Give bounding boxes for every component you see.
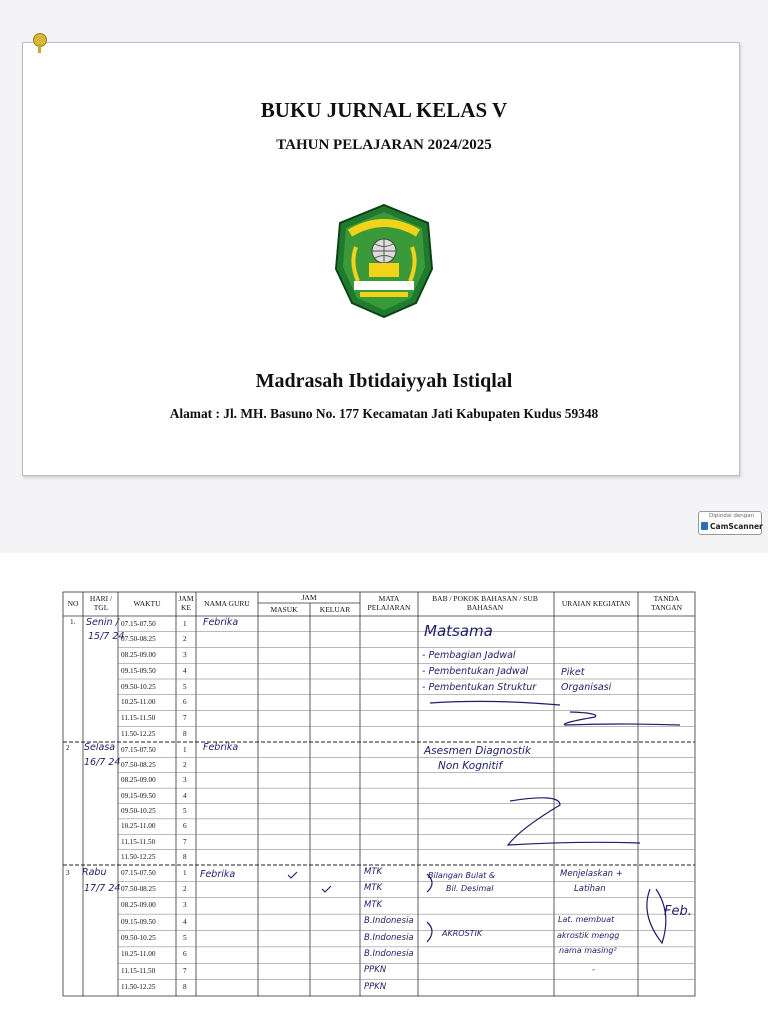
slot-waktu: 10.25-11.00 — [121, 950, 156, 959]
day3-uraian-0: Menjelaskan + — [560, 869, 623, 879]
header-bab: BAB / POKOK BAHASAN / SUB BAHASAN — [432, 594, 538, 612]
slot-waktu: 08.25-09.00 — [121, 901, 156, 910]
slot-waktu: 11.50-12.25 — [121, 853, 156, 862]
slot-waktu: 10.25-11.00 — [121, 698, 156, 707]
slot-mata-pelajaran: PPKN — [364, 981, 387, 992]
slot-jam-ke: 2 — [183, 884, 187, 893]
day1-bab-1: - Pembagian Jadwal — [422, 650, 516, 661]
day3-guru: Febrika — [200, 869, 236, 880]
slot-waktu: 11.50-12.25 — [121, 729, 156, 738]
slot-waktu: 07.50-08.25 — [121, 635, 156, 644]
slot-jam-ke: 1 — [183, 868, 187, 877]
header-keluar: KELUAR — [319, 605, 351, 614]
day3-uraian-2: Lat. membuat — [558, 915, 615, 924]
slot-waktu: 11.15-11.50 — [121, 837, 156, 846]
day3-hari: Rabu — [82, 867, 107, 878]
school-address: Alamat : Jl. MH. Basuno No. 177 Kecamatan Jati Kabupaten Kudus 59348 — [169, 406, 599, 421]
slot-waktu: 07.15-07.50 — [121, 745, 156, 754]
slot-waktu: 07.50-08.25 — [121, 760, 156, 769]
slot-jam-ke: 4 — [183, 666, 187, 675]
slot-jam-ke: 8 — [183, 729, 187, 738]
slot-jam-ke: 3 — [183, 776, 187, 785]
slot-jam-ke: 2 — [183, 760, 187, 769]
camscanner-badge — [698, 511, 762, 535]
header-nama-guru: NAMA GURU — [204, 599, 250, 608]
slot-mata-pelajaran: MTK — [364, 899, 383, 910]
slot-waktu: 09.15-09.50 — [121, 791, 156, 800]
slot-waktu: 08.25-09.00 — [121, 651, 156, 659]
day3-tgl: 17/7 24 — [84, 883, 121, 894]
day2-bab-0: Asesmen Diagnostik — [424, 745, 532, 757]
scanner-line1: Dipindai dengan — [709, 513, 755, 519]
slot-mata-pelajaran: MTK — [364, 867, 383, 877]
day3-signature: Feb. — [664, 904, 692, 919]
day1-tgl: 15/7 24 — [88, 631, 125, 642]
school-logo — [332, 203, 436, 319]
header-no: NO — [67, 599, 79, 608]
slot-waktu: 11.50-12.25 — [121, 983, 156, 992]
day1-bab-3: - Pembentukan Struktur — [422, 682, 537, 693]
journal-title: BUKU JURNAL KELAS V — [260, 98, 508, 122]
day3-uraian-3: akrostik mengg — [557, 931, 620, 940]
slot-jam-ke: 6 — [183, 822, 187, 831]
slot-jam-ke: 3 — [183, 651, 187, 659]
slot-jam-ke: 6 — [183, 698, 187, 707]
slot-waktu: 09.50-10.25 — [121, 934, 156, 942]
header-jamke: JAM KE — [178, 594, 194, 612]
slot-jam-ke: 5 — [183, 682, 187, 691]
day1-uraian-1: Organisasi — [561, 682, 612, 693]
slot-waktu: 07.50-08.25 — [121, 884, 156, 893]
school-name: Madrasah Ibtidaiyyah Istiqlal — [255, 370, 513, 392]
day1-bab-2: - Pembentukan Jadwal — [422, 666, 529, 677]
slot-waktu: 09.50-10.25 — [121, 682, 156, 691]
slot-waktu: 08.25-09.00 — [121, 776, 156, 785]
slot-jam-ke: 4 — [183, 917, 187, 926]
pin-icon — [33, 33, 47, 47]
slot-waktu: 09.15-09.50 — [121, 666, 156, 675]
day3-bab-2: AKROSTIK — [442, 929, 483, 938]
camscanner-icon — [701, 522, 708, 530]
slot-waktu: 11.15-11.50 — [121, 714, 156, 722]
slot-jam-ke: 1 — [183, 619, 187, 628]
slot-waktu: 07.15-07.50 — [121, 619, 156, 628]
header-jam: JAM — [301, 593, 317, 602]
journal-table-page — [0, 553, 768, 1024]
day3-uraian-5: - — [592, 965, 595, 974]
slot-jam-ke: 8 — [183, 983, 187, 992]
day3-no: 3 — [66, 869, 70, 877]
day1-bab-0: Matsama — [424, 622, 493, 640]
header-waktu: WAKTU — [133, 599, 161, 608]
slot-waktu: 09.50-10.25 — [121, 807, 156, 815]
slot-jam-ke: 2 — [183, 635, 187, 644]
day2-tgl: 16/7 24 — [84, 757, 121, 768]
slot-waktu: 09.15-09.50 — [121, 917, 156, 926]
day2-hari: Selasa — [84, 742, 116, 753]
scanner-line2: CamScanner — [710, 522, 763, 531]
day2-guru: Febrika — [203, 742, 239, 753]
slot-jam-ke: 5 — [183, 934, 187, 942]
day3-bab-1: Bil. Desimal — [446, 884, 494, 893]
slot-jam-ke: 7 — [183, 966, 187, 975]
day1-uraian-0: Piket — [561, 667, 585, 678]
slot-mata-pelajaran: B.Indonesia — [364, 948, 414, 959]
header-tanda-tangan: TANDA TANGAN — [650, 594, 683, 612]
day3-uraian-4: nama masing² — [559, 946, 617, 955]
header-hari: HARI / TGL — [89, 594, 113, 612]
day1-guru: Febrika — [203, 617, 239, 628]
slot-jam-ke: 1 — [183, 745, 187, 754]
header-masuk: MASUK — [270, 605, 298, 614]
slot-jam-ke: 5 — [183, 807, 187, 815]
slot-jam-ke: 7 — [183, 714, 187, 722]
slot-jam-ke: 8 — [183, 853, 187, 862]
day3-bab-0: Bilangan Bulat & — [428, 871, 496, 880]
slot-mata-pelajaran: MTK — [364, 883, 383, 894]
slot-mata-pelajaran: PPKN — [364, 965, 387, 976]
slot-waktu: 07.15-07.50 — [121, 868, 156, 877]
academic-year: TAHUN PELAJARAN 2024/2025 — [276, 137, 492, 153]
slot-jam-ke: 3 — [183, 901, 187, 910]
day2-no: 2 — [66, 744, 70, 752]
slot-jam-ke: 7 — [183, 837, 187, 846]
slot-mata-pelajaran: B.Indonesia — [364, 932, 414, 943]
slot-mata-pelajaran: B.Indonesia — [364, 916, 414, 927]
header-uraian: URAIAN KEGIATAN — [561, 599, 631, 608]
day1-hari: Senin / — [86, 617, 119, 628]
day2-bab-1: Non Kognitif — [438, 760, 503, 772]
day3-uraian-1: Latihan — [574, 884, 606, 894]
slot-jam-ke: 6 — [183, 950, 187, 959]
slot-waktu: 11.15-11.50 — [121, 966, 156, 975]
day1-no: 1. — [70, 618, 76, 626]
slot-waktu: 10.25-11.00 — [121, 822, 156, 831]
header-mata-pelajaran: MATA PELAJARAN — [367, 594, 411, 612]
slot-jam-ke: 4 — [183, 791, 187, 800]
